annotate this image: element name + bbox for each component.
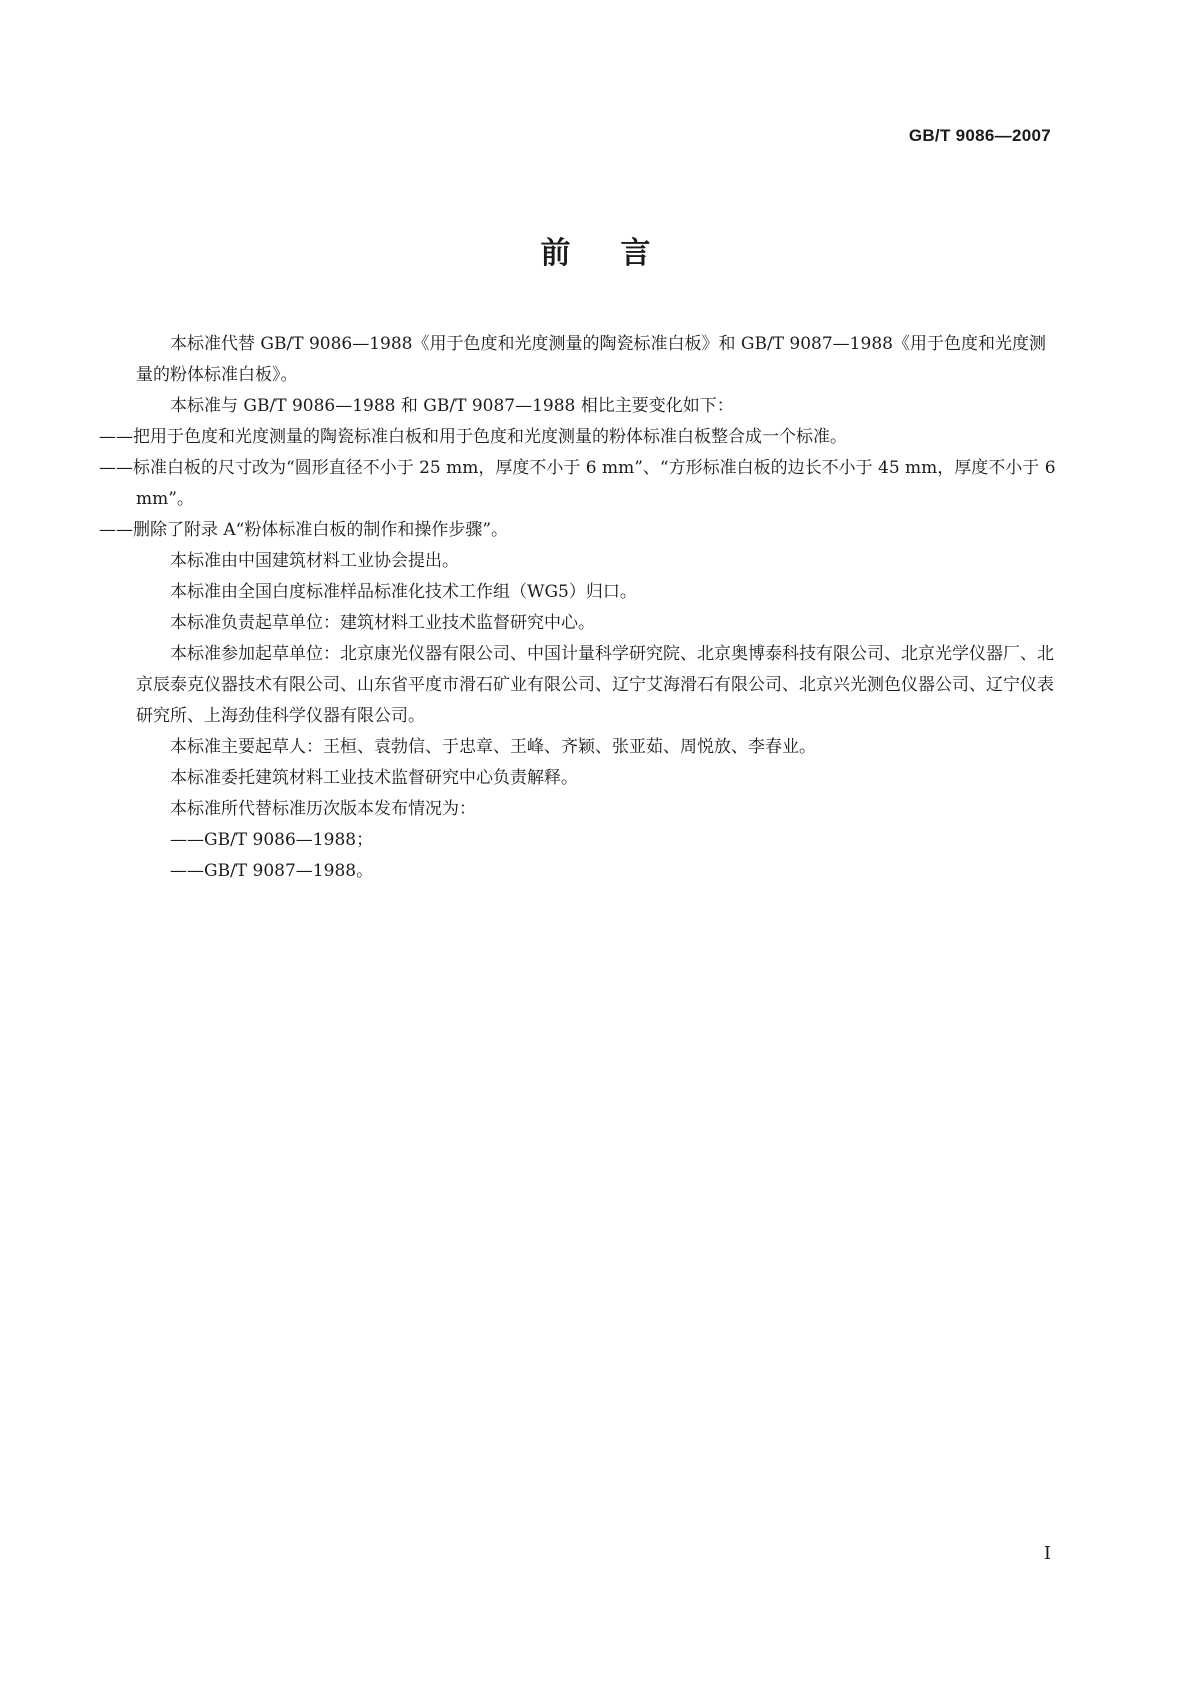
page-number: I (1043, 1543, 1051, 1564)
paragraph-proposer: 本标准由中国建筑材料工业协会提出。 (170, 551, 459, 571)
change-item: ——删除了附录 A“粉体标准白板的制作和操作步骤”。 (99, 520, 509, 540)
paragraph-main-drafters: 本标准主要起草人：王桓、袁勃信、于忠章、王峰、齐颖、张亚茹、周悦放、李春业。 (170, 737, 816, 757)
change-item: ——标准白板的尺寸改为“圆形直径不小于 25 mm，厚度不小于 6 mm”、“方形标准白板的边长不小于 45 mm，厚度不小于 6 mm”。 (99, 458, 1056, 509)
paragraph-lead-drafter: 本标准负责起草单位：建筑材料工业技术监督研究中心。 (170, 613, 595, 633)
change-item: ——把用于色度和光度测量的陶瓷标准白板和用于色度和光度测量的粉体标准白板整合成一个标准。 (99, 427, 847, 447)
paragraph-interpretation: 本标准委托建筑材料工业技术监督研究中心负责解释。 (170, 768, 578, 788)
paragraph-history-intro: 本标准所代替标准历次版本发布情况为： (170, 799, 476, 819)
preface-body (99, 329, 1058, 887)
paragraph-replacement: 本标准代替 GB/T 9086—1988《用于色度和光度测量的陶瓷标准白板》和 GB/T 9087—1988《用于色度和光度测量的粉体标准白板》。 (136, 334, 1046, 385)
paragraph-technical-group: 本标准由全国白度标准样品标准化技术工作组（WG5）归口。 (170, 582, 637, 602)
paragraph-changes-intro: 本标准与 GB/T 9086—1988 和 GB/T 9087—1988 相比主要变化如下： (170, 396, 734, 416)
page-title: 前言 (540, 236, 701, 271)
standard-code: GB/T 9086—2007 (908, 126, 1051, 145)
history-item: ——GB/T 9086—1988； (170, 830, 374, 850)
history-item: ——GB/T 9087—1988。 (170, 861, 374, 881)
paragraph-participating-drafters: 本标准参加起草单位：北京康光仪器有限公司、中国计量科学研究院、北京奥博泰科技有限公司、北京光学仪器厂、北京辰泰克仪器技术有限公司、山东省平度市滑石矿业有限公司、辽宁艾海滑石有限公司、北京兴光测色仪器公司、辽宁仪表研究所、上海劲佳科学仪器有限公司。 (136, 644, 1054, 726)
